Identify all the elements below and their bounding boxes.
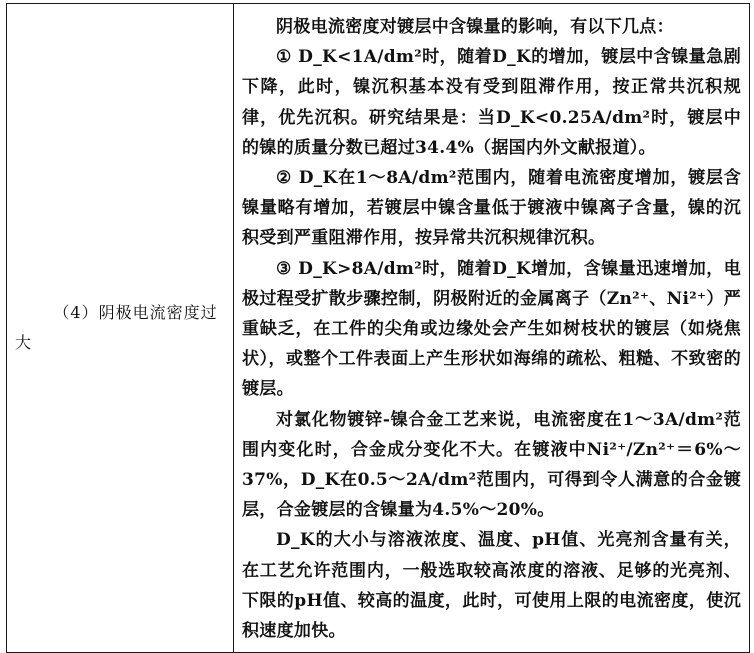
table-row (7, 4, 750, 653)
paragraph-point-3: ③ D_K>8A/dm²时，随着D_K增加，含镍量迅速增加，电极过程受扩散步骤控制，阴极附近的金属离子（Zn²⁺、Ni²⁺）严重缺乏，在工件的尖角或边缘处会产生如树枝状的镀层（如烧焦状），或整个工件表面上产生形状如海绵的疏松、粗糙、不致密的镀层。 (242, 258, 741, 400)
row-content-cell (234, 4, 750, 653)
paragraph-dk-factors: D_K的大小与溶液浓度、温度、pH值、光亮剂含量有关，在工艺允许范围内，一般选取较高浓度的溶液、足够的光亮剂、下限的pH值、较高的温度，此时，可使用上限的电流密度，使沉积速度加快。 (242, 530, 741, 642)
paragraph-point-1: ① D_K<1A/dm²时，随着D_K的增加，镀层中含镍量急剧下降，此时，镍沉积基本没有受到阻滞作用，按正常共沉积规律，优先沉积。研究结果是：当D_K<0.25A/dm²时，镀层中的镍的质量分数已超过34.4%（据国内外文献报道）。 (242, 47, 741, 158)
content-table (6, 3, 750, 653)
paragraph-point-2: ② D_K在1～8A/dm²范围内，随着电流密度增加，镀层含镍量略有增加，若镀层中镍含量低于镀液中镍离子含量，镍的沉积受到严重阻滞作用，按异常共沉积规律沉积。 (242, 168, 741, 249)
row-label: （4）阴极电流密度过大 (15, 303, 218, 353)
row-label-cell (7, 4, 234, 653)
paragraph-chloride-process: 对氯化物镀锌-镍合金工艺来说，电流密度在1～3A/dm²范围内变化时，合金成分变化不大。在镀液中Ni²⁺/Zn²⁺＝6%～37%，D_K在0.5～2A/dm²范围内，可得到令人满意的合金镀层，合金镀层的含镍量为4.5%～20%。 (242, 409, 741, 521)
paragraph-intro: 阴极电流密度对镀层中含镍量的影响，有以下几点： (276, 17, 674, 37)
